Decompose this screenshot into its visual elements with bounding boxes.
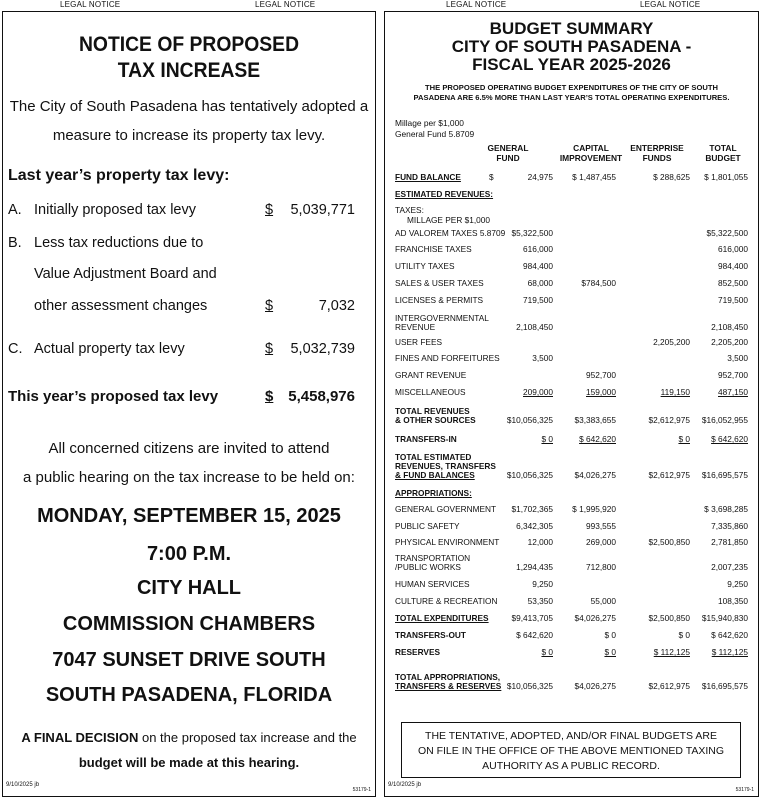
cell-general: $5,322,500 <box>511 228 553 238</box>
table-row <box>395 313 748 334</box>
notice-title-line1: NOTICE OF PROPOSED <box>78 33 300 56</box>
cell-general: $ 0 <box>541 434 553 444</box>
dollar-sign: $ <box>265 298 274 314</box>
col-header-total: TOTAL BUDGET <box>705 143 741 163</box>
levy-item-label: Less tax reductions due to <box>34 235 204 251</box>
cell-enterprise: $2,612,975 <box>648 415 690 425</box>
cell-total: 9,250 <box>727 579 748 589</box>
budget-summary <box>384 11 759 797</box>
cell-total: 2,205,200 <box>711 337 748 347</box>
row-label: /PUBLIC WORKS <box>395 562 461 572</box>
col-header-enterprise: ENTERPRISE FUNDS <box>630 143 684 163</box>
row-label: TOTAL ESTIMATED <box>395 452 472 462</box>
table-row <box>395 521 748 533</box>
cell-enterprise: $ 288,625 <box>653 172 690 182</box>
table-row <box>395 672 748 693</box>
table-row <box>395 215 748 227</box>
amount-value: 5,032,739 <box>290 341 355 357</box>
cell-general: $10,056,325 <box>506 415 553 425</box>
cell-total: 719,500 <box>718 295 748 305</box>
budget-title-line1: BUDGET SUMMARY <box>489 19 654 38</box>
hearing-address-line2: SOUTH PASADENA, FLORIDA <box>45 684 333 706</box>
cell-total: $16,052,955 <box>701 415 748 425</box>
cell-total: 952,700 <box>718 370 748 380</box>
legal-notice-header: LEGAL NOTICE <box>446 0 507 9</box>
cell-enterprise: 2,205,200 <box>653 337 690 347</box>
cell-general: 12,000 <box>527 537 553 547</box>
last-year-heading: Last year’s property tax levy: <box>8 167 230 184</box>
cell-total: 3,500 <box>727 353 748 363</box>
table-row <box>395 172 748 184</box>
cell-capital: $3,383,655 <box>574 415 616 425</box>
row-label: TRANSFERS & RESERVES <box>395 681 502 691</box>
cell-enterprise: $2,500,850 <box>648 537 690 547</box>
row-label: RESERVES <box>395 647 441 657</box>
row-label: PHYSICAL ENVIRONMENT <box>395 537 500 547</box>
cell-general: $ 0 <box>541 647 553 657</box>
row-label: MISCELLANEOUS <box>395 387 466 397</box>
footer-code: 53179-1 <box>735 787 754 793</box>
cell-general: 24,975 <box>527 172 553 182</box>
table-row <box>395 553 748 574</box>
invite-line2: a public hearing on the tax increase to be held on: <box>23 469 355 486</box>
table-section-heading <box>395 488 748 500</box>
final-decision-rest: on the proposed tax increase and the <box>138 730 357 745</box>
cell-capital: 55,000 <box>590 596 616 606</box>
row-label: UTILITY TAXES <box>395 261 455 271</box>
table-row <box>395 434 748 446</box>
cell-general: 209,000 <box>523 387 553 397</box>
row-label: SALES & USER TAXES <box>395 278 484 288</box>
cell-capital: $4,026,275 <box>574 681 616 691</box>
cell-total: 616,000 <box>718 244 748 254</box>
row-label: TOTAL REVENUES <box>395 406 470 416</box>
cell-general: 719,500 <box>523 295 553 305</box>
cell-total: $5,322,500 <box>706 228 748 238</box>
notice-line3: AUTHORITY AS A PUBLIC RECORD. <box>482 760 660 772</box>
budget-title-line2: CITY OF SOUTH PASADENA - <box>451 37 692 56</box>
cell-capital: 712,800 <box>586 562 616 572</box>
cell-enterprise: $ 0 <box>678 434 690 444</box>
row-label: TAXES: <box>395 205 424 215</box>
levy-item-amount <box>265 298 355 314</box>
this-year-amount <box>265 388 355 405</box>
row-label: TOTAL APPROPRIATIONS, <box>395 672 501 682</box>
cell-general: 53,350 <box>527 596 553 606</box>
table-row <box>395 406 748 427</box>
row-label: MILLAGE PER $1,000 <box>407 215 491 225</box>
levy-item-amount <box>265 341 355 357</box>
hearing-address-line1: 7047 SUNSET DRIVE SOUTH <box>52 649 326 671</box>
intro-line1: The City of South Pasadena has tentatively adopted a <box>9 98 369 115</box>
row-label: & FUND BALANCES <box>395 470 475 480</box>
table-row <box>395 613 748 625</box>
cell-general: 6,342,305 <box>516 521 553 531</box>
cell-total: 2,007,235 <box>711 562 748 572</box>
amount-value: 5,458,976 <box>288 388 355 405</box>
table-row <box>395 387 748 399</box>
row-label: TOTAL EXPENDITURES <box>395 613 489 623</box>
row-label: & OTHER SOURCES <box>395 415 476 425</box>
cell-total: 7,335,860 <box>711 521 748 531</box>
cell-capital: 993,555 <box>586 521 616 531</box>
cell-total: 2,108,450 <box>711 322 748 332</box>
table-row <box>395 337 748 349</box>
cell-enterprise: $ 112,125 <box>653 647 690 657</box>
row-label: REVENUES, TRANSFERS <box>395 461 496 471</box>
levy-item-amount <box>265 202 355 218</box>
levy-item-letter: B. <box>8 235 22 251</box>
final-decision-line2: budget will be made at this hearing. <box>78 755 300 770</box>
cell-total: $ 642,620 <box>711 630 748 640</box>
row-label: FRANCHISE TAXES <box>395 244 472 254</box>
cell-general: 9,250 <box>532 579 553 589</box>
cell-general: $10,056,325 <box>506 470 553 480</box>
row-label: HUMAN SERVICES <box>395 579 470 589</box>
legal-notice-header: LEGAL NOTICE <box>640 0 701 9</box>
footer-code: 53179-1 <box>352 787 371 793</box>
hearing-time: 7:00 P.M. <box>146 543 232 565</box>
dollar-sign: $ <box>265 341 274 357</box>
table-row <box>395 630 748 642</box>
row-label: TRANSFERS-OUT <box>395 630 466 640</box>
cell-total: $16,695,575 <box>701 681 748 691</box>
cell-enterprise: $2,612,975 <box>648 681 690 691</box>
row-label: ESTIMATED REVENUES: <box>395 189 494 199</box>
table-row <box>395 228 748 240</box>
budget-subtitle-line2: PASADENA ARE 6.5% MORE THAN LAST YEAR’S TOTAL OPERATING EXPENDITURES. <box>413 93 730 102</box>
hearing-place-line1: CITY HALL <box>136 577 242 599</box>
cell-capital: $4,026,275 <box>574 470 616 480</box>
table-row <box>395 537 748 549</box>
cell-total: 984,400 <box>718 261 748 271</box>
levy-item-label-cont: other assessment changes <box>34 298 208 314</box>
cell-enterprise: $2,612,975 <box>648 470 690 480</box>
row-label: PUBLIC SAFETY <box>395 521 460 531</box>
cell-capital: $ 642,620 <box>579 434 616 444</box>
levy-item-label: Actual property tax levy <box>34 341 185 357</box>
hearing-date: MONDAY, SEPTEMBER 15, 2025 <box>37 505 341 527</box>
row-label: GENERAL GOVERNMENT <box>395 504 497 514</box>
levy-item-label-cont: Value Adjustment Board and <box>34 266 217 282</box>
intro-line2: measure to increase its property tax levy. <box>52 127 326 144</box>
budget-subtitle-line1: THE PROPOSED OPERATING BUDGET EXPENDITURES OF THE CITY OF SOUTH <box>425 83 718 92</box>
cell-general: 3,500 <box>532 353 553 363</box>
row-label: FINES AND FORFEITURES <box>395 353 500 363</box>
cell-total: 487,150 <box>718 387 748 397</box>
cell-capital: 269,000 <box>586 537 616 547</box>
footer-date: 9/10/2025 jb <box>6 782 40 788</box>
col-header-general: GENERAL FUND <box>487 143 529 163</box>
invite-line1: All concerned citizens are invited to attend <box>48 440 330 457</box>
cell-capital: $ 0 <box>604 630 616 640</box>
cell-total: 108,350 <box>718 596 748 606</box>
row-label: AD VALOREM TAXES 5.8709 <box>395 228 506 238</box>
dollar-sign: $ <box>489 172 494 182</box>
row-label: TRANSPORTATION <box>395 553 471 563</box>
legal-notice-header: LEGAL NOTICE <box>60 0 121 9</box>
cell-capital: $4,026,275 <box>574 613 616 623</box>
amount-value: 5,039,771 <box>290 202 355 218</box>
cell-total: 852,500 <box>718 278 748 288</box>
cell-total: $ 112,125 <box>711 647 748 657</box>
cell-general: $ 642,620 <box>516 630 553 640</box>
row-label: TRANSFERS-IN <box>395 434 457 444</box>
millage-line1: Millage per $1,000 <box>395 118 464 128</box>
row-label: GRANT REVENUE <box>395 370 467 380</box>
table-row <box>395 353 748 365</box>
public-record-notice <box>401 722 741 778</box>
millage-line2: General Fund 5.8709 <box>395 129 475 139</box>
table-row <box>395 452 748 482</box>
table-row <box>395 647 748 659</box>
cell-general: $10,056,325 <box>506 681 553 691</box>
table-row <box>395 504 748 516</box>
table-row <box>395 579 748 591</box>
cell-general: 1,294,435 <box>516 562 553 572</box>
final-decision-line1 <box>3 730 375 745</box>
cell-total: $ 1,801,055 <box>704 172 748 182</box>
cell-total: $ 642,620 <box>711 434 748 444</box>
cell-general: $1,702,365 <box>511 504 553 514</box>
this-year-label: This year’s proposed tax levy <box>8 388 219 405</box>
cell-enterprise: $2,500,850 <box>648 613 690 623</box>
cell-total: $15,940,830 <box>701 613 748 623</box>
row-label: USER FEES <box>395 337 443 347</box>
row-label: FUND BALANCE <box>395 172 461 182</box>
table-row <box>395 596 748 608</box>
cell-capital: $ 1,995,920 <box>572 504 616 514</box>
notice-title-line2: TAX INCREASE <box>117 59 261 82</box>
cell-general: 616,000 <box>523 244 553 254</box>
final-decision-bold: A FINAL DECISION <box>21 730 139 745</box>
cell-capital: $784,500 <box>581 278 616 288</box>
dollar-sign: $ <box>265 388 274 405</box>
levy-item-label: Initially proposed tax levy <box>34 202 196 218</box>
budget-title-line3: FISCAL YEAR 2025-2026 <box>472 55 671 74</box>
cell-total: $16,695,575 <box>701 470 748 480</box>
footer-date: 9/10/2025 jb <box>388 782 422 788</box>
cell-total: $ 3,698,285 <box>704 504 748 514</box>
notice-line2: ON FILE IN THE OFFICE OF THE ABOVE MENTIONED TAXING <box>417 745 725 757</box>
table-section-heading <box>395 189 748 201</box>
cell-capital: 952,700 <box>586 370 616 380</box>
cell-general: 984,400 <box>523 261 553 271</box>
cell-capital: $ 1,487,455 <box>572 172 616 182</box>
table-row <box>395 295 748 307</box>
levy-item-letter: A. <box>8 202 22 218</box>
col-header-capital: CAPITAL IMPROVEMENT <box>559 143 623 163</box>
table-row <box>395 278 748 290</box>
cell-total: 2,781,850 <box>711 537 748 547</box>
notice-line1: THE TENTATIVE, ADOPTED, AND/OR FINAL BUDGETS ARE <box>425 730 717 742</box>
cell-general: 2,108,450 <box>516 322 553 332</box>
levy-item-letter: C. <box>8 341 23 357</box>
table-row <box>395 261 748 273</box>
legal-notice-header: LEGAL NOTICE <box>255 0 316 9</box>
row-label: APPROPRIATIONS: <box>395 488 472 498</box>
row-label: CULTURE & RECREATION <box>395 596 498 606</box>
dollar-sign: $ <box>265 202 274 218</box>
row-label: INTERGOVERNMENTAL <box>395 313 489 323</box>
hearing-place-line2: COMMISSION CHAMBERS <box>62 613 316 635</box>
tax-increase-notice <box>2 11 376 797</box>
row-label: REVENUE <box>395 322 436 332</box>
row-label: LICENSES & PERMITS <box>395 295 484 305</box>
amount-value: 7,032 <box>318 298 355 314</box>
cell-enterprise: 119,150 <box>660 387 690 397</box>
cell-enterprise: $ 0 <box>678 630 690 640</box>
table-row <box>395 244 748 256</box>
cell-capital: $ 0 <box>604 647 616 657</box>
table-row <box>395 370 748 382</box>
cell-general: 68,000 <box>527 278 553 288</box>
cell-capital: 159,000 <box>586 387 616 397</box>
cell-general: $9,413,705 <box>511 613 553 623</box>
